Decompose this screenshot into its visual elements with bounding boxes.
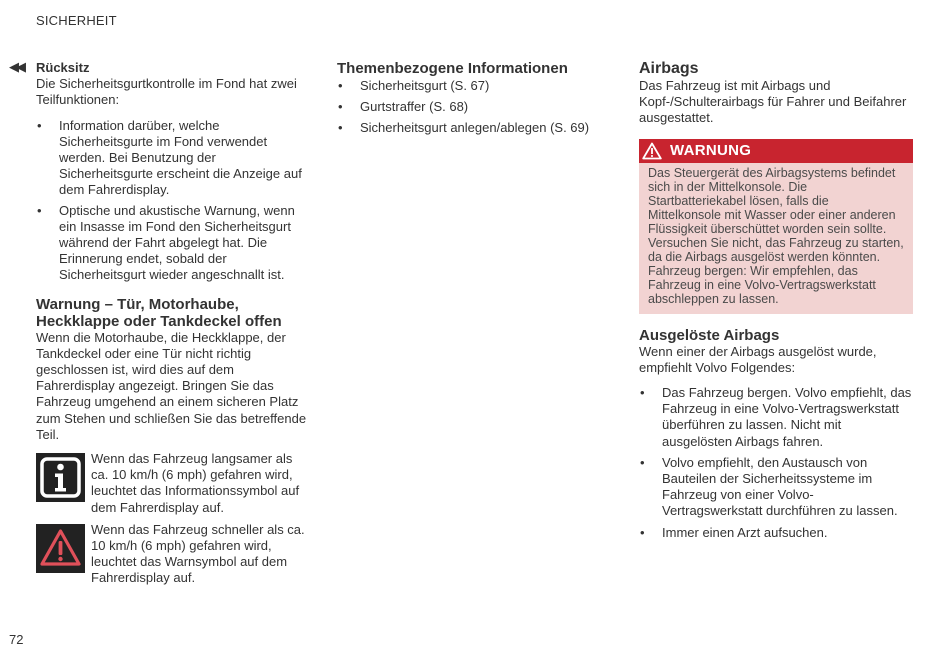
related-link[interactable]: • Sicherheitsgurt anlegen/ablegen (S. 69) [338, 120, 590, 136]
related-link[interactable]: • Gurtstraffer (S. 68) [338, 99, 469, 115]
ruecksitz-list [36, 118, 312, 284]
info-note [36, 451, 312, 516]
info-note-text: Wenn das Fahrzeug langsamer als ca. 10 km/h (6 mph) gefahren wird, leuchtet das Informationssymbol auf dem Fahrerdisplay auf. [91, 451, 300, 515]
ausgeloeste-list [639, 385, 913, 541]
warning-bar [639, 139, 913, 163]
warn-note-text: Wenn das Fahrzeug schneller als ca. 10 km/h (6 mph) gefahren wird, leuchtet das Warnsymbol auf dem Fahrerdisplay auf. [91, 521, 305, 586]
information-symbol-icon [36, 453, 85, 502]
back-arrows-icon[interactable]: ◀◀ [9, 59, 23, 74]
warnung-text: Wenn die Motorhaube, die Heckklappe, der Tankdeckel oder eine Tür nicht richtig geschlossen ist, wird dies auf dem Fahrerdisplay angezeigt. Bringen Sie das Fahrzeug umgehend an einem sicheren Platz zum Stehen und schließen Sie das betreffende Teil. [36, 329, 307, 442]
list-item: • Optische und akustische Warnung, wenn ein Insasse im Fond den Sicherheitsgurt während der Fahrt abgelegt hat. Die Erinnerung endet, sobald der Sicherheitsgurt wieder angeschnallt ist. [37, 202, 295, 283]
warning-box [639, 139, 913, 314]
ausgeloeste-heading: Ausgelöste Airbags [639, 326, 780, 344]
related-link[interactable]: • Sicherheitsgurt (S. 67) [338, 78, 490, 93]
warning-title: WARNUNG [670, 142, 752, 160]
ruecksitz-title: Rücksitz [36, 60, 90, 75]
airbags-intro: Das Fahrzeug ist mit Airbags und Kopf-/Schulterairbags für Fahrer und Beifahrer ausgestattet. [639, 78, 907, 126]
warn-note [36, 522, 312, 587]
related-info-heading: Themenbezogene Informationen [337, 60, 568, 77]
right-column [639, 60, 913, 541]
ruecksitz-intro: Die Sicherheitsgurtkontrolle im Fond hat zwei Teilfunktionen: [36, 76, 297, 108]
list-item: • Das Fahrzeug bergen. Volvo empfiehlt, das Fahrzeug in eine Volvo-Vertragswerkstatt überführen zu lassen. Nicht mit ausgelösten Airbags fahren. [640, 384, 912, 449]
warnung-heading-line1: Warnung – Tür, Motorhaube, [36, 295, 239, 313]
warning-triangle-icon [642, 142, 662, 160]
list-item: • Information darüber, welche Sicherheitsgurte im Fond verwendet werden. Bei Benutzung der Sicherheitsgurte erscheint die Anzeige auf dem Fahrerdisplay. [37, 117, 302, 198]
list-item: • Volvo empfiehlt, den Austausch von Bauteilen der Sicherheitssysteme im Fahrzeug von einer Volvo-Vertragswerkstatt durchführen zu lassen. [640, 454, 898, 519]
warning-text: Das Steuergerät des Airbagsystems befindet sich in der Mittelkonsole. Die Startbatteriekabel lösen, falls die Mittelkonsole mit Wasser oder einer anderen Flüssigkeit überschüttet worden sein sollte. Versuchen Sie nicht, das Fahrzeug zu starten, da die Airbags ausgelöst werden könnten. Fahrzeug bergen: Wir empfehlen, das Fahrzeug in eine Volvo-Vertragswerkstatt abschleppen zu lassen. [648, 165, 904, 307]
list-item: • Immer einen Arzt aufsuchen. [640, 524, 828, 540]
airbags-heading: Airbags [639, 60, 699, 77]
section-header: SICHERHEIT [36, 13, 117, 28]
page-number: 72 [9, 632, 24, 647]
warnung-heading-line2: Heckklappe oder Tankdeckel offen [36, 312, 282, 330]
middle-column [337, 60, 599, 137]
ausgeloeste-intro: Wenn einer der Airbags ausgelöst wurde, empfiehlt Volvo Folgendes: [639, 343, 877, 375]
warning-symbol-icon [36, 524, 85, 573]
left-column [36, 60, 312, 587]
related-links-list [337, 78, 599, 137]
